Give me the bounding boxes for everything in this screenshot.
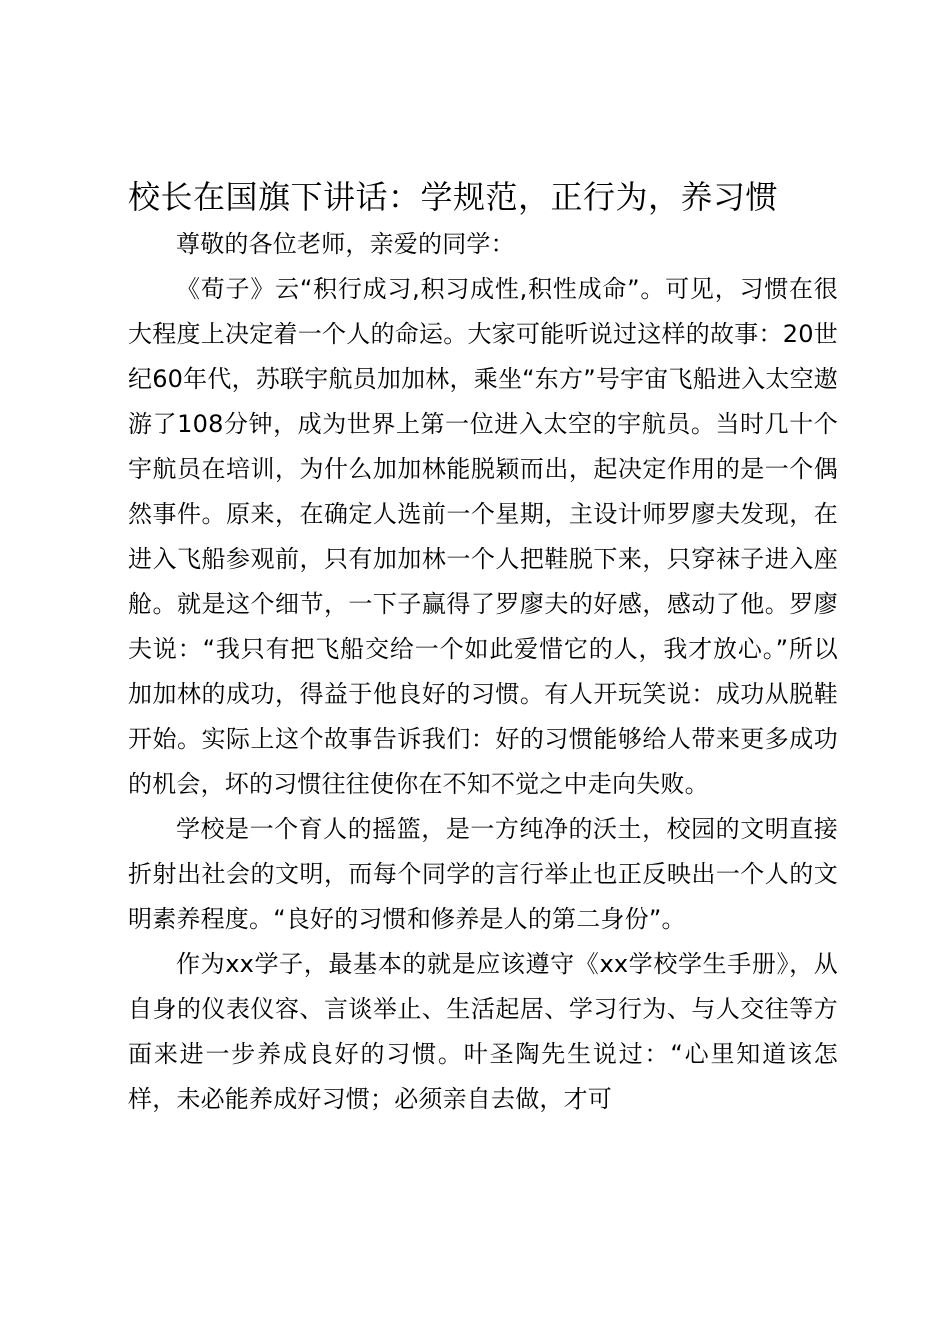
body-paragraph: 《荀子》云“积行成习,积习成性,积性成命”。可见，习惯在很大程度上决定着一个人的命运。大家可能听说过这样的故事：20世纪60年代，苏联宇航员加加林，乘坐“东方”号宇宙飞船进入太空遨游了108分钟，成为世界上第一位进入太空的宇航员。当时几十个宇航员在培训，为什么加加林能脱颖而出，起决定作用的是一个偶然事件。原来，在确定人选前一个星期，主设计师罗廖夫发现，在进入飞船参观前，只有加加林一个人把鞋脱下来，只穿袜子进入座舱。就是这个细节，一下子赢得了罗廖夫的好感，感动了他。罗廖夫说：“我只有把飞船交给一个如此爱惜它的人，我才放心。”所以加加林的成功，得益于他良好的习惯。有人开玩笑说：成功从脱鞋开始。实际上这个故事告诉我们：好的习惯能够给人带来更多成功的机会，坏的习惯往往使你在不知不觉之中走向失败。	[128, 275, 838, 798]
document-body	[128, 172, 838, 1122]
body-paragraph: 学校是一个育人的摇篮，是一方纯净的沃土，校园的文明直接折射出社会的文明，而每个同学的言行举止也正反映出一个人的文明素养程度。“良好的习惯和修养是人的第二身份”。	[128, 815, 838, 933]
document-title: 校长在国旗下讲话：学规范，正行为，养习惯	[128, 178, 779, 216]
salutation-paragraph: 尊敬的各位老师，亲爱的同学：	[176, 230, 515, 258]
body-paragraph: 作为xx学子，最基本的就是应该遵守《xx学校学生手册》，从自身的仪表仪容、言谈举止、生活起居、学习行为、与人交往等方面来进一步养成良好的习惯。叶圣陶先生说过：“心里知道该怎样，未必能养成好习惯；必须亲自去做，才可	[128, 950, 838, 1113]
